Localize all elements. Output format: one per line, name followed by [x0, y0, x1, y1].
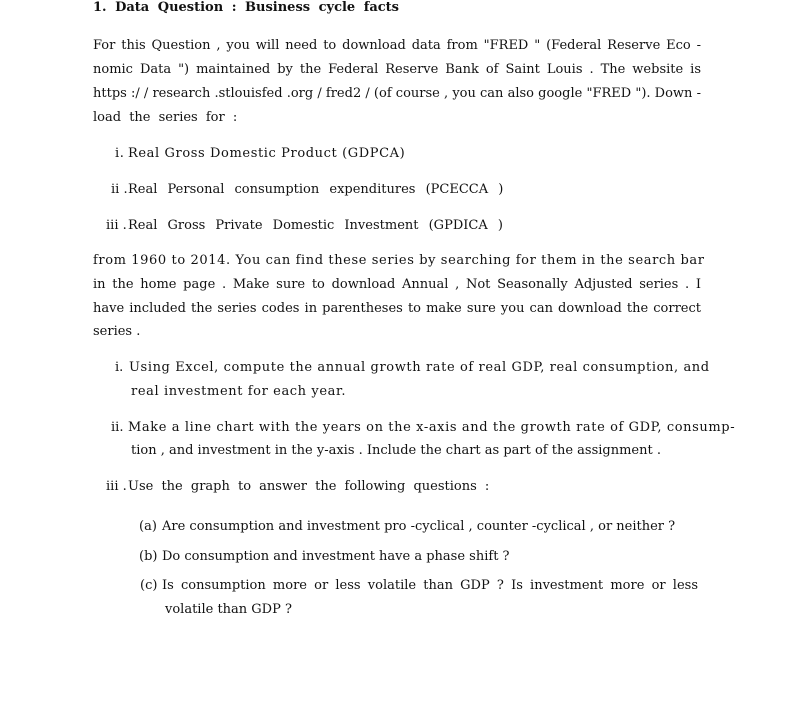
task-3-line-1: Use the graph to answer the following questions :: [128, 479, 490, 494]
intro-line-1: For this Question , you will need to download data from "FRED " (Federal Reserve Eco -: [93, 38, 701, 53]
para2-line-2: in the home page . Make sure to download Annual , Not Seasonally Adjusted series . I: [93, 277, 701, 292]
para2-line-1: from 1960 to 2014. You can find these series by searching for them in the search bar: [93, 253, 705, 268]
question-b-label: (b): [139, 549, 158, 564]
intro-line-3: https :/ / research .stlouisfed .org / fred2 / (of course , you can also google "FRED "). Down -: [93, 86, 701, 101]
intro-line-4: load the series for :: [93, 110, 238, 125]
series-item-3-text: Real Gross Private Domestic Investment (GPDICA ): [128, 218, 503, 233]
task-3-num: iii .: [106, 479, 127, 494]
task-1-line-1: Using Excel, compute the annual growth rate of real GDP, real consumption, and: [129, 360, 710, 375]
question-c-label: (c): [140, 578, 158, 593]
section-heading: 1. Data Question : Business cycle facts: [93, 0, 399, 15]
para2-line-4: series .: [93, 324, 141, 339]
question-a-label: (a): [139, 519, 157, 534]
question-a-text: Are consumption and investment pro -cyclical , counter -cyclical , or neither ?: [162, 519, 676, 534]
series-item-2-num: ii .: [111, 182, 128, 197]
task-2-num: ii.: [111, 420, 124, 435]
task-1-num: i.: [115, 360, 124, 375]
intro-line-2: nomic Data ") maintained by the Federal Reserve Bank of Saint Louis . The website is: [93, 62, 701, 77]
para2-line-3: have included the series codes in parentheses to make sure you can download the correct: [93, 301, 701, 316]
series-item-1-num: i.: [115, 146, 125, 161]
series-item-3-num: iii .: [106, 218, 127, 233]
series-item-1-text: Real Gross Domestic Product (GDPCA): [128, 146, 406, 161]
series-item-2-text: Real Personal consumption expenditures (PCECCA ): [128, 182, 504, 197]
question-c-line-1: Is consumption more or less volatile than GDP ? Is investment more or less: [162, 578, 698, 593]
question-c-line-2: volatile than GDP ?: [165, 602, 292, 617]
task-2-line-2: tion , and investment in the y-axis . Include the chart as part of the assignment .: [131, 443, 661, 458]
task-2-line-1: Make a line chart with the years on the x-axis and the growth rate of GDP, consump-: [128, 420, 736, 435]
task-1-line-2: real investment for each year.: [131, 384, 347, 399]
question-b-text: Do consumption and investment have a phase shift ?: [162, 549, 510, 564]
